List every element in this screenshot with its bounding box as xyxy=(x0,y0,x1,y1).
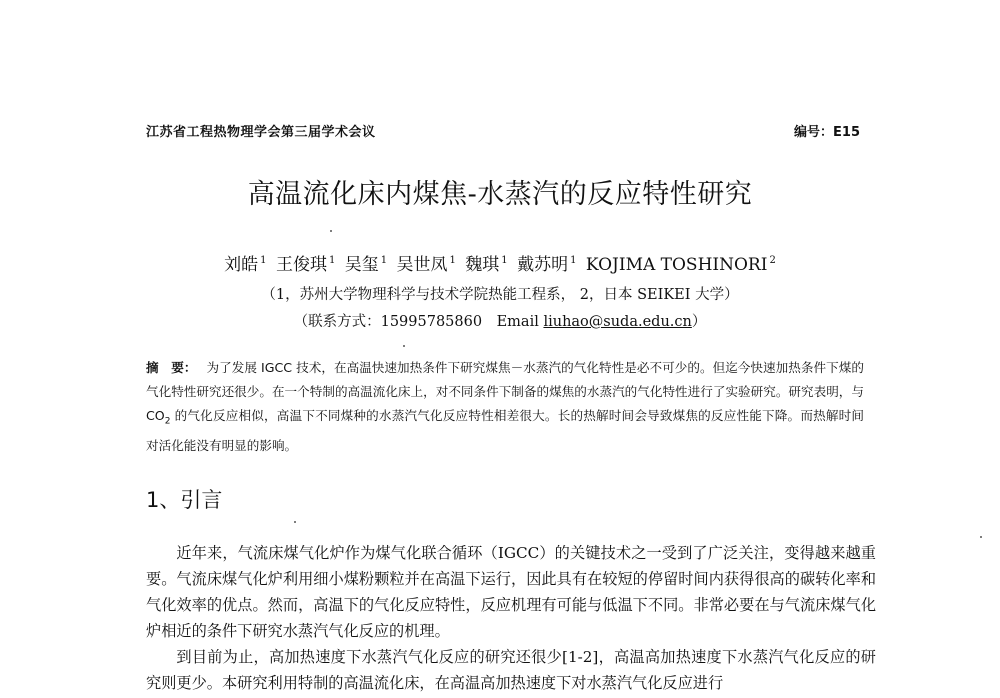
paper-title: 高温流化床内煤焦-水蒸汽的反应特性研究 xyxy=(247,179,753,210)
author-affil-mark: 2 xyxy=(769,255,776,267)
abstract-label: 摘 要： xyxy=(146,360,197,375)
author xyxy=(586,255,776,275)
author-affil-mark: 1 xyxy=(328,255,336,267)
author-name: 吴玺 xyxy=(344,255,379,275)
author xyxy=(397,255,456,275)
author-affil-mark: 1 xyxy=(570,255,577,267)
conference-header: 江苏省工程热物理学会第三届学术会议 xyxy=(146,125,376,140)
author-name: 戴苏明 xyxy=(517,255,569,275)
author-affil-mark: 1 xyxy=(260,255,267,267)
abstract xyxy=(146,356,864,458)
section-heading: 1、引言 xyxy=(146,488,223,512)
contact-prefix: （联系方式：15995785860 Email xyxy=(293,314,544,330)
author-name: 吴世凤 xyxy=(396,255,448,275)
abstract-text-cont: 的气化反应相似，高温下不同煤种的水蒸汽气化反应特性相差很大。长的热解时间会导致煤焦的反应性能下降。而热解时间对活化能没有明显的影响。 xyxy=(146,408,864,453)
scan-speck xyxy=(294,521,296,523)
email-link[interactable]: liuhao@suda.edu.cn xyxy=(543,314,692,330)
author xyxy=(276,255,335,275)
body-text xyxy=(146,540,876,696)
abstract-subscript: 2 xyxy=(164,416,171,427)
contact-suffix: ） xyxy=(691,314,707,330)
author-affil-mark: 1 xyxy=(449,255,456,267)
author xyxy=(517,255,576,275)
author xyxy=(465,255,507,275)
author xyxy=(345,255,387,275)
paragraph: 到目前为止，高加热速度下水蒸汽气化反应的研究还很少[1-2]，高温高加热速度下水蒸汽气化反应的研究则更少。本研究利用特制的高温流化床，在高温高加热速度下对水蒸汽气化反应进行 xyxy=(146,648,876,692)
author-name: 王俊琪 xyxy=(275,255,327,275)
author-list xyxy=(0,250,1000,275)
abstract-text: 为了发展 IGCC 技术，在高温快速加热条件下研究煤焦－水蒸汽的气化特性是必不可少的。但迄今快速加热条件下煤的气化特性研究还很少。在一个特制的高温流化床上，对不同条件下制备的煤焦的水蒸汽的气化特性进行了实验研究。研究表明，与 CO xyxy=(146,360,864,423)
scan-speck xyxy=(980,536,982,538)
scan-speck xyxy=(330,230,332,232)
author-name: 刘皓 xyxy=(224,255,259,275)
author-name: KOJIMA TOSHINORI xyxy=(585,255,768,275)
author-affil-mark: 1 xyxy=(501,255,508,267)
paragraph: 近年来，气流床煤气化炉作为煤气化联合循环（IGCC）的关键技术之一受到了广泛关注，变得越来越重要。气流床煤气化炉利用细小煤粉颗粒并在高温下运行，因此具有在较短的停留时间内获得很高的碳转化率和气化效率的优点。然而，高温下的气化反应特性，反应机理有可能与低温下不同。非常必要在与气流床煤气化炉相近的条件下研究水蒸汽气化反应的机理。 xyxy=(146,544,876,640)
scan-speck xyxy=(403,345,405,347)
affiliation: （1，苏州大学物理科学与技术学院热能工程系， 2，日本 SEIKEI 大学） xyxy=(261,287,739,303)
paper-code: 编号：E15 xyxy=(794,125,860,140)
author xyxy=(224,255,266,275)
contact-info xyxy=(0,310,1000,331)
author-name: 魏琪 xyxy=(465,255,500,275)
author-affil-mark: 1 xyxy=(380,255,388,267)
